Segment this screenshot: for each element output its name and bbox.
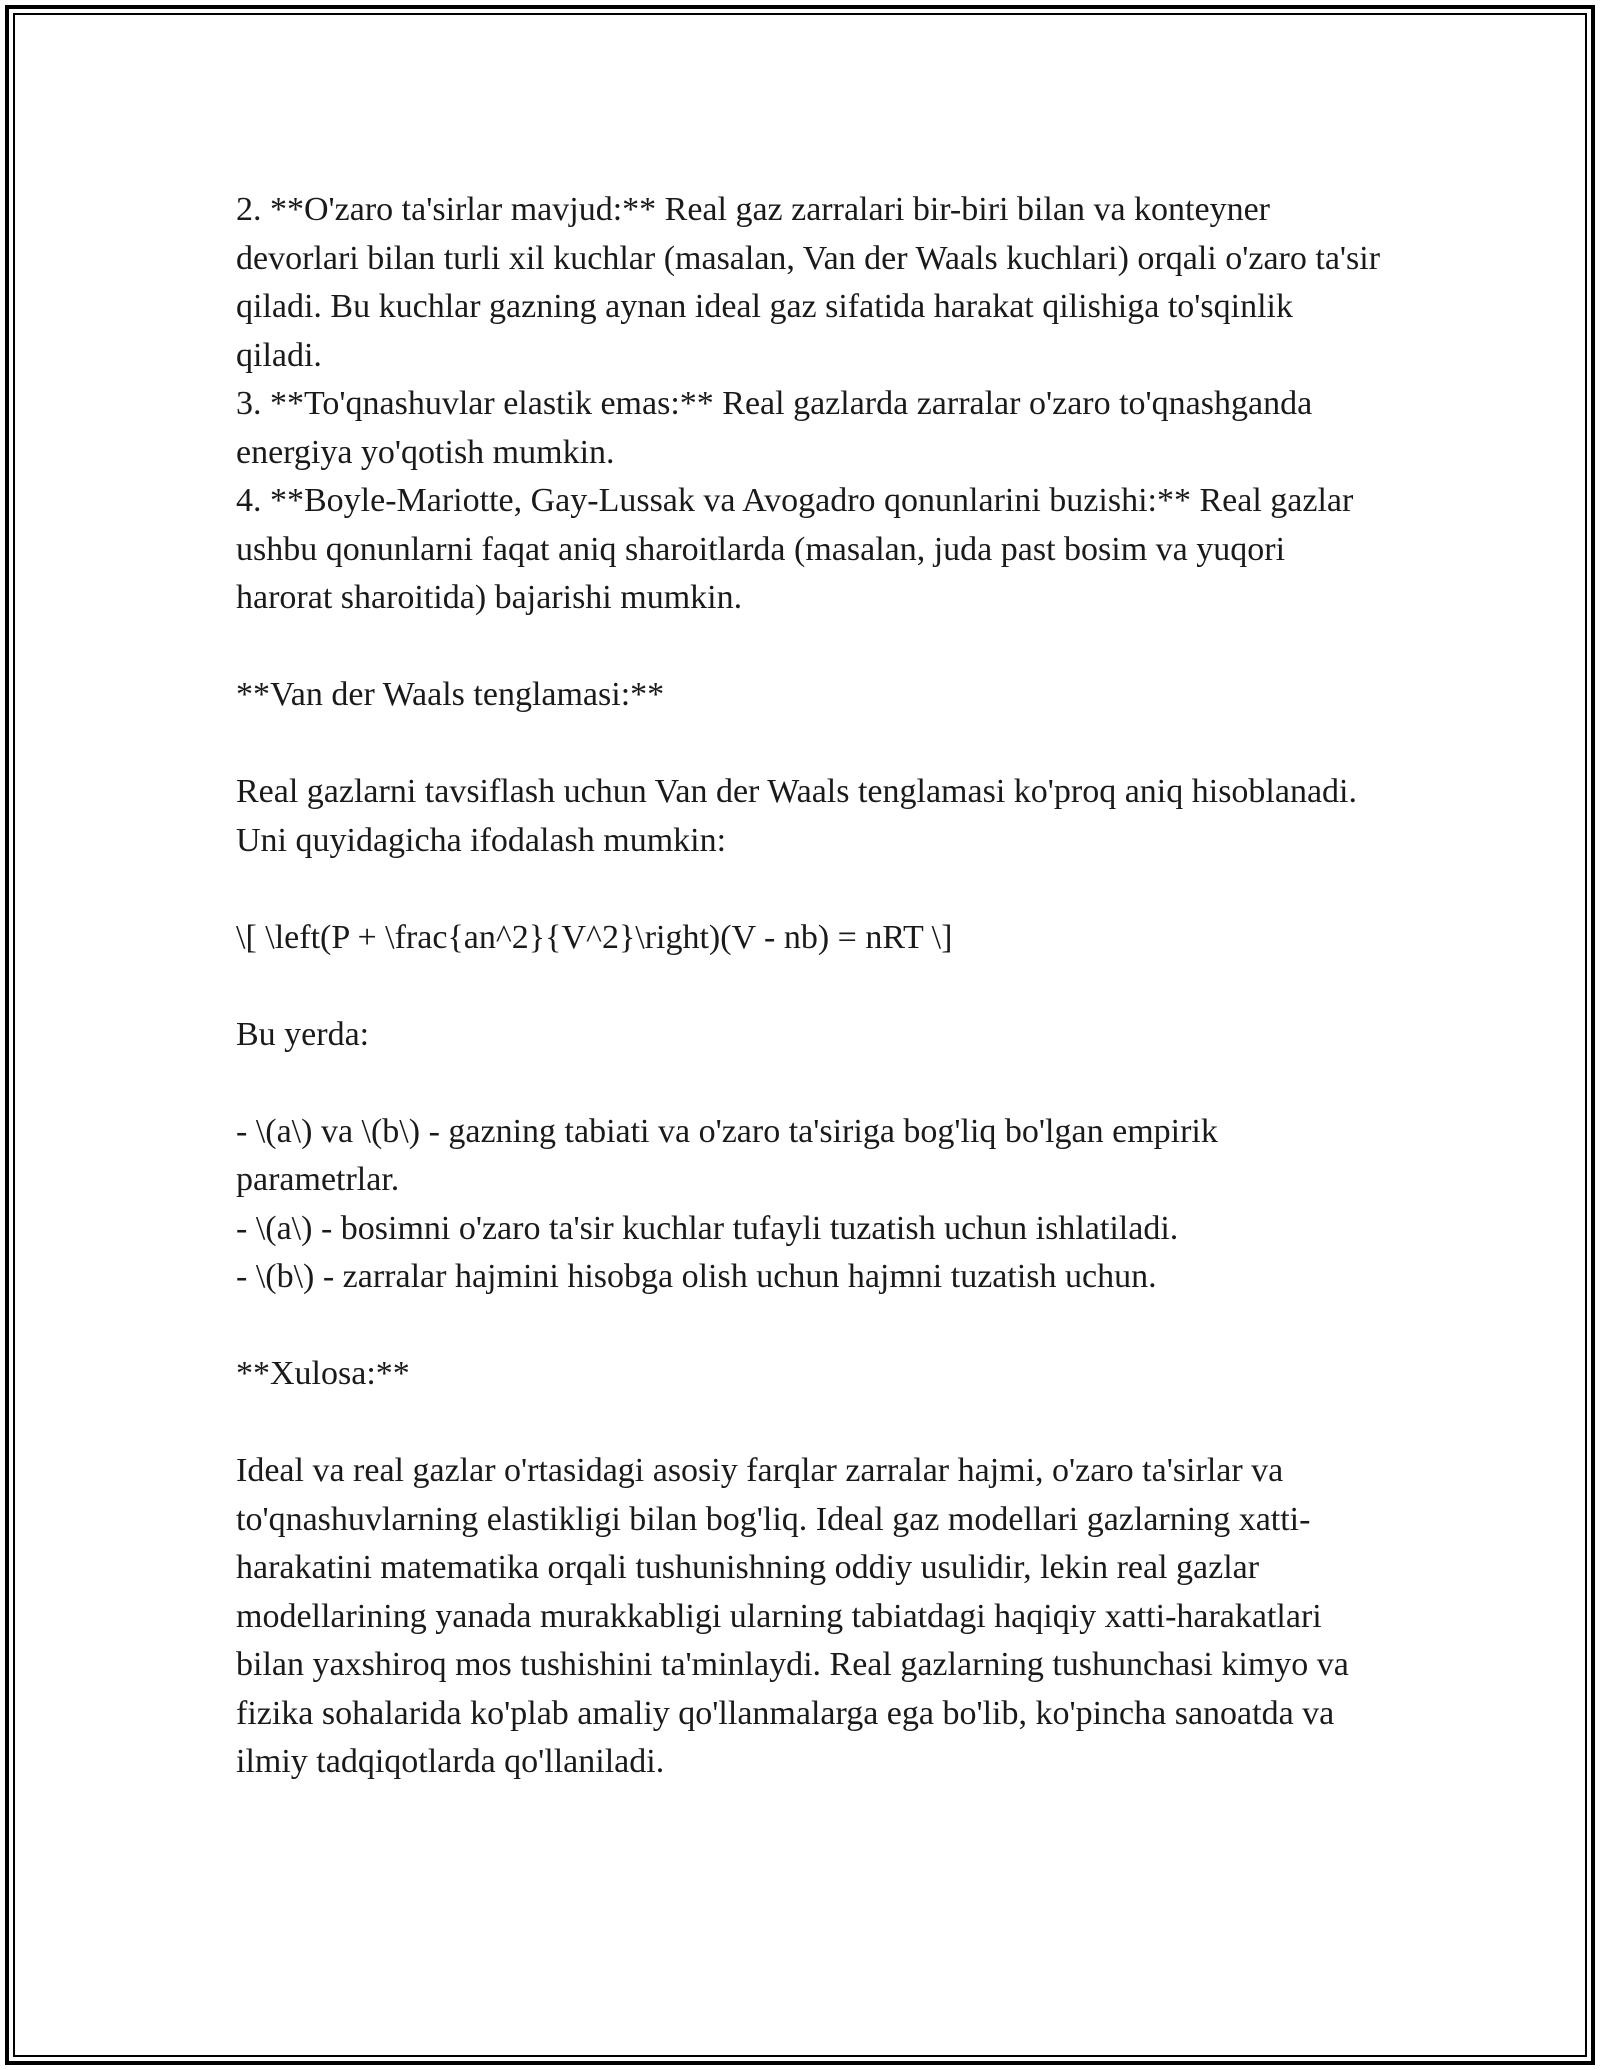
paragraph-conclusion: Ideal va real gazlar o'rtasidagi asosiy farqlar zarralar hajmi, o'zaro ta'sirlar va to'qnashuvlarning elastikligi bilan bog'liq. Ideal gaz modellari gazlarning xatti-harakatini matematika orqali tushunishning oddiy usulidir, lekin real gazlar modellarining yanada murakkabligi ularning tabiatdagi haqiqiy xatti-harakatlari bilan yaxshiroq mos tushishini ta'minlaydi. Real gazlarning tushunchasi kimyo va fizika sohalarida ko'plab amaliy qo'llanmalarga ega bo'lib, ko'pincha sanoatda va ilmiy tadqiqotlarda qo'llaniladi. — [236, 1452, 1358, 1780]
spacer — [236, 1302, 1386, 1351]
list-item-parameters: - \(a\) va \(b\) - gazning tabiati va o'zaro ta'siriga bog'liq bo'lgan empirik parametrlar. — [236, 1112, 1227, 1198]
section-heading-van-der-waals: **Van der Waals tenglamasi:** — [236, 676, 665, 713]
spacer — [236, 865, 1386, 914]
spacer — [236, 623, 1386, 672]
spacer — [236, 720, 1386, 769]
paragraph-equation-intro: Real gazlarni tavsiflash uchun Van der Waals tenglamasi ko'proq aniq hisoblanadi. Uni quyidagicha ifodalash mumkin: — [236, 773, 1366, 859]
equation-van-der-waals: \[ \left(P + \frac{an^2}{V^2}\right)(V - nb) = nRT \] — [236, 918, 953, 956]
paragraph-where: Bu yerda: — [236, 1015, 370, 1053]
spacer — [236, 962, 1386, 1011]
list-item-interactions: 2. **O'zaro ta'sirlar mavjud:** Real gaz zarralari bir-biri bilan va konteyner devorlari bilan turli xil kuchlar (masalan, Van der Waals kuchlari) orqali o'zaro ta'sir qiladi. Bu kuchlar gazning aynan ideal gaz sifatida harakat qilishiga to'sqinlik qiladi. — [236, 191, 1389, 374]
spacer — [236, 1399, 1386, 1448]
spacer — [236, 1059, 1386, 1108]
list-item-collisions: 3. **To'qnashuvlar elastik emas:** Real gazlarda zarralar o'zaro to'qnashganda energiya yo'qotish mumkin. — [236, 385, 1321, 471]
section-heading-conclusion: **Xulosa:** — [236, 1355, 410, 1392]
document-body — [236, 186, 1389, 1787]
list-item-param-a: - \(a\) - bosimni o'zaro ta'sir kuchlar tufayli tuzatish uchun ishlatiladi. — [236, 1209, 1179, 1247]
list-item-gas-laws: 4. **Boyle-Mariotte, Gay-Lussak va Avogadro qonunlarini buzishi:** Real gazlar ushbu qonunlarni faqat aniq sharoitlarda (masalan, juda past bosim va yuqori harorat sharoitida) bajarishi mumkin. — [236, 482, 1362, 616]
list-item-param-b: - \(b\) - zarralar hajmini hisobga olish uchun hajmni tuzatish uchun. — [236, 1258, 1157, 1295]
